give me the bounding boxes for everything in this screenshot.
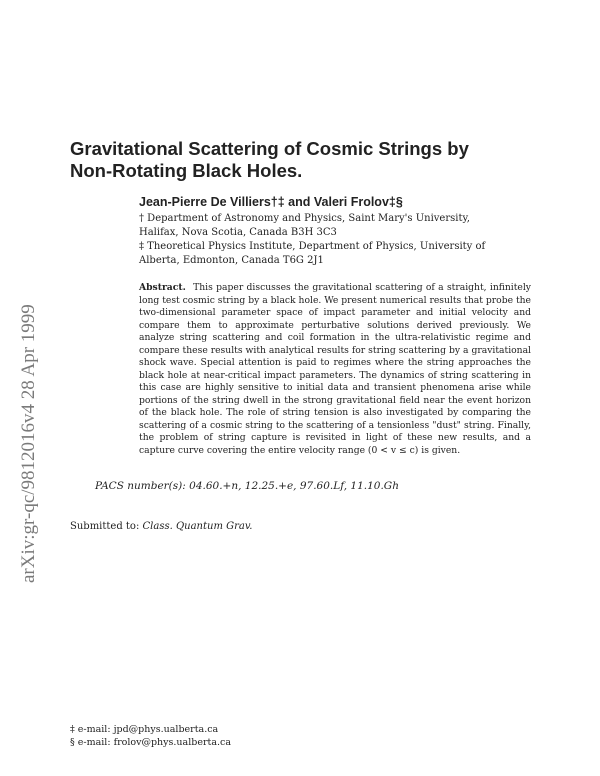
abstract-text: This paper discusses the gravitational scattering of a straight, infinitely long test cosmic string by a black hole. We present numerical results that probe the two-dimensional parameter space of impact parameter and initial velocity and compare them to approximate perturbative solutions derived previously. We analyze string scattering and coil formation in the ultra-relativistic regime and compare these results with analytical results for string scattering by a gravitational shock wave. Special attention is paid to regimes where the string approaches the black hole at near-critical impact parameters. The dynamics of string scattering in this case are highly sensitive to initial data and transient phenomena arise while portions of the string dwell in the strong gravitational field near the event horizon of the black hole. The role of string tension is also investigated by comparing the scattering of a cosmic string to the scattering of a tensionless "dust" string. Finally, the problem of string capture is revisited in light of these new results, and a capture curve covering the entire velocity range (0 < v ≤ c) is given. [139,282,531,456]
author-list: Jean-Pierre De Villiers†‡ and Valeri Frolov‡§ [139,195,403,209]
arxiv-identifier: arXiv:gr-qc/9812016v4 28 Apr 1999 [18,304,39,583]
footnotes [70,723,231,749]
submission-note [70,521,252,532]
footnote-email-villiers: ‡ e-mail: jpd@phys.ualberta.ca [70,724,219,735]
journal-name: Class. Quantum Grav. [142,521,253,532]
abstract [139,282,531,457]
affiliation-saint-marys: † Department of Astronomy and Physics, Saint Mary's University, Halifax, Nova Scotia, Canada B3H 3C3 [139,213,470,238]
submitted-label: Submitted to: [70,521,140,532]
affiliation-alberta: ‡ Theoretical Physics Institute, Department of Physics, University of Alberta, Edmonton, Canada T6G 2J1 [139,241,486,266]
footnote-email-frolov: § e-mail: frolov@phys.ualberta.ca [70,737,231,748]
abstract-label: Abstract. [139,282,186,293]
pacs-numbers: PACS number(s): 04.60.+n, 12.25.+e, 97.60.Lf, 11.10.Gh [95,480,399,492]
paper-title: Gravitational Scattering of Cosmic Strings by Non-Rotating Black Holes. [70,138,469,181]
